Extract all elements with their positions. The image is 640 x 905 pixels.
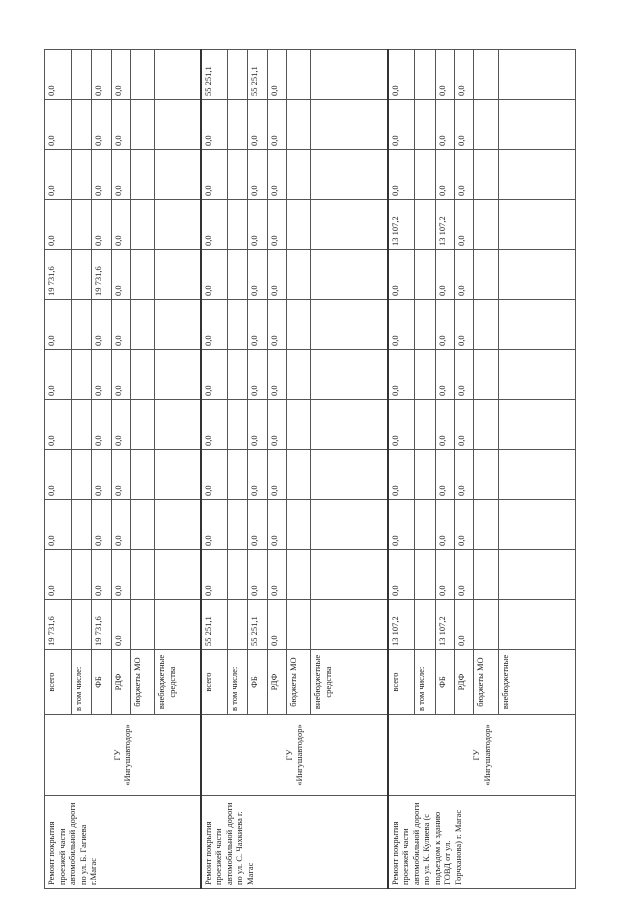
amount-cell: 0,0	[92, 350, 111, 400]
rotated-budget-table-wrapper	[44, 50, 576, 889]
amount-cell	[415, 600, 436, 650]
amount-cell	[474, 600, 498, 650]
amount-cell: 0,0	[45, 100, 72, 150]
funding-source-cell: всего	[388, 650, 415, 715]
funding-source-cell: всего	[201, 650, 228, 715]
amount-cell: 0,0	[435, 550, 454, 600]
amount-cell	[311, 450, 388, 500]
amount-cell: 0,0	[248, 450, 267, 500]
amount-cell: 0,0	[267, 550, 286, 600]
amount-cell: 0,0	[388, 350, 415, 400]
funding-source-cell: в том числе:	[415, 650, 436, 715]
amount-cell: 0,0	[267, 350, 286, 400]
amount-cell: 0,0	[267, 100, 286, 150]
amount-cell: 0,0	[201, 300, 228, 350]
amount-cell: 0,0	[45, 550, 72, 600]
amount-cell	[474, 500, 498, 550]
amount-cell: 0,0	[111, 600, 130, 650]
amount-cell: 0,0	[201, 150, 228, 200]
amount-cell: 0,0	[388, 550, 415, 600]
table-row	[201, 50, 228, 889]
amount-cell: 0,0	[435, 50, 454, 100]
amount-cell: 0,0	[111, 550, 130, 600]
amount-cell	[498, 400, 576, 450]
amount-cell: 0,0	[267, 300, 286, 350]
amount-cell	[474, 150, 498, 200]
amount-cell: 0,0	[454, 300, 473, 350]
amount-cell: 0,0	[111, 400, 130, 450]
amount-cell: 0,0	[248, 500, 267, 550]
amount-cell	[130, 250, 154, 300]
amount-cell: 0,0	[388, 150, 415, 200]
amount-cell	[474, 100, 498, 150]
amount-cell	[155, 50, 201, 100]
amount-cell	[415, 550, 436, 600]
amount-cell: 0,0	[267, 500, 286, 550]
amount-cell: 0,0	[435, 250, 454, 300]
amount-cell	[227, 150, 248, 200]
amount-cell: 0,0	[111, 500, 130, 550]
amount-cell	[227, 200, 248, 250]
amount-cell: 0,0	[267, 450, 286, 500]
amount-cell	[498, 150, 576, 200]
amount-cell: 0,0	[111, 150, 130, 200]
amount-cell	[286, 300, 310, 350]
amount-cell	[130, 550, 154, 600]
amount-cell	[130, 350, 154, 400]
amount-cell	[311, 250, 388, 300]
amount-cell: 0,0	[388, 250, 415, 300]
amount-cell	[130, 600, 154, 650]
budget-table-body	[45, 50, 576, 889]
amount-cell: 55 251,1	[201, 50, 228, 100]
amount-cell: 0,0	[454, 600, 473, 650]
amount-cell	[311, 500, 388, 550]
organization-cell: ГУ «Ингушавтодор»	[388, 715, 576, 796]
amount-cell	[155, 450, 201, 500]
funding-source-cell: РДФ	[111, 650, 130, 715]
amount-cell: 0,0	[435, 400, 454, 450]
amount-cell: 0,0	[267, 50, 286, 100]
amount-cell	[311, 350, 388, 400]
funding-source-cell: ФБ	[92, 650, 111, 715]
amount-cell: 0,0	[111, 100, 130, 150]
amount-cell	[155, 600, 201, 650]
amount-cell: 0,0	[267, 150, 286, 200]
amount-cell	[415, 500, 436, 550]
amount-cell	[311, 400, 388, 450]
amount-cell	[498, 250, 576, 300]
amount-cell: 0,0	[45, 350, 72, 400]
amount-cell	[130, 500, 154, 550]
amount-cell: 0,0	[111, 450, 130, 500]
amount-cell	[311, 200, 388, 250]
amount-cell	[155, 350, 201, 400]
amount-cell	[71, 350, 92, 400]
amount-cell: 0,0	[92, 50, 111, 100]
amount-cell	[286, 450, 310, 500]
amount-cell: 0,0	[435, 450, 454, 500]
amount-cell: 0,0	[201, 550, 228, 600]
amount-cell: 0,0	[92, 100, 111, 150]
amount-cell: 55 251,1	[201, 600, 228, 650]
amount-cell	[415, 350, 436, 400]
amount-cell: 19 731,6	[92, 250, 111, 300]
amount-cell: 0,0	[45, 400, 72, 450]
amount-cell	[474, 250, 498, 300]
amount-cell	[474, 550, 498, 600]
amount-cell	[415, 450, 436, 500]
amount-cell	[474, 400, 498, 450]
amount-cell: 0,0	[435, 100, 454, 150]
table-row	[388, 50, 415, 889]
amount-cell	[155, 150, 201, 200]
amount-cell: 0,0	[267, 200, 286, 250]
project-name-cell: Ремонт покрытия проезжей части автомобильной дороги по ул. К. Кулиева (с подъездом к зданию ГОВД от ул. Горчханова) г. Магас	[388, 796, 576, 889]
amount-cell: 0,0	[92, 550, 111, 600]
amount-cell: 0,0	[454, 50, 473, 100]
amount-cell: 0,0	[248, 250, 267, 300]
amount-cell	[498, 200, 576, 250]
amount-cell	[227, 350, 248, 400]
amount-cell: 0,0	[248, 150, 267, 200]
amount-cell: 0,0	[92, 400, 111, 450]
amount-cell: 0,0	[201, 250, 228, 300]
amount-cell: 0,0	[111, 50, 130, 100]
amount-cell: 0,0	[45, 150, 72, 200]
amount-cell: 0,0	[454, 450, 473, 500]
amount-cell	[227, 100, 248, 150]
amount-cell	[130, 450, 154, 500]
amount-cell: 0,0	[454, 400, 473, 450]
amount-cell: 19 731,6	[92, 600, 111, 650]
amount-cell: 0,0	[45, 200, 72, 250]
amount-cell	[227, 450, 248, 500]
amount-cell	[311, 300, 388, 350]
organization-cell: ГУ «Ингушавтодор»	[201, 715, 388, 796]
amount-cell	[71, 300, 92, 350]
amount-cell	[474, 50, 498, 100]
amount-cell	[474, 350, 498, 400]
amount-cell	[311, 550, 388, 600]
funding-source-cell: внебюджетные	[498, 650, 576, 715]
amount-cell	[498, 550, 576, 600]
amount-cell: 0,0	[388, 50, 415, 100]
amount-cell: 0,0	[201, 400, 228, 450]
amount-cell: 0,0	[45, 300, 72, 350]
amount-cell	[286, 400, 310, 450]
amount-cell	[155, 300, 201, 350]
amount-cell: 0,0	[267, 600, 286, 650]
amount-cell	[71, 200, 92, 250]
amount-cell: 0,0	[45, 450, 72, 500]
amount-cell: 0,0	[248, 300, 267, 350]
amount-cell: 0,0	[201, 200, 228, 250]
amount-cell	[415, 50, 436, 100]
amount-cell	[286, 350, 310, 400]
funding-source-cell: в том числе:	[227, 650, 248, 715]
funding-source-cell: бюджеты МО	[130, 650, 154, 715]
amount-cell	[130, 400, 154, 450]
amount-cell: 0,0	[454, 150, 473, 200]
amount-cell: 0,0	[388, 450, 415, 500]
funding-source-cell: в том числе:	[71, 650, 92, 715]
amount-cell	[227, 250, 248, 300]
amount-cell: 0,0	[248, 400, 267, 450]
amount-cell	[130, 150, 154, 200]
amount-cell	[130, 100, 154, 150]
amount-cell	[286, 100, 310, 150]
amount-cell	[71, 450, 92, 500]
amount-cell	[415, 150, 436, 200]
funding-source-cell: бюджеты МО	[474, 650, 498, 715]
amount-cell	[415, 100, 436, 150]
amount-cell: 0,0	[388, 500, 415, 550]
project-name-cell: Ремонт покрытия проезжей части автомобильной дороги по ул. Б. Гагиева г.Магас	[45, 796, 201, 889]
amount-cell	[286, 600, 310, 650]
amount-cell	[286, 500, 310, 550]
amount-cell: 0,0	[454, 350, 473, 400]
amount-cell: 55 251,1	[248, 50, 267, 100]
amount-cell	[311, 600, 388, 650]
amount-cell: 19 731,6	[45, 600, 72, 650]
funding-source-cell: ФБ	[435, 650, 454, 715]
funding-source-cell: внебюджетные средства	[311, 650, 388, 715]
amount-cell	[311, 50, 388, 100]
amount-cell	[498, 500, 576, 550]
amount-cell	[286, 150, 310, 200]
amount-cell	[71, 550, 92, 600]
amount-cell: 0,0	[454, 550, 473, 600]
funding-source-cell: РДФ	[454, 650, 473, 715]
amount-cell	[474, 300, 498, 350]
amount-cell: 0,0	[267, 250, 286, 300]
amount-cell	[311, 100, 388, 150]
amount-cell: 0,0	[45, 50, 72, 100]
funding-source-cell: внебюджетные средства	[155, 650, 201, 715]
funding-source-cell: ФБ	[248, 650, 267, 715]
amount-cell	[227, 400, 248, 450]
amount-cell	[286, 200, 310, 250]
amount-cell	[498, 450, 576, 500]
amount-cell: 55 251,1	[248, 600, 267, 650]
amount-cell	[155, 400, 201, 450]
organization-cell: ГУ «Ингушавтодор»	[45, 715, 201, 796]
amount-cell	[227, 600, 248, 650]
amount-cell: 0,0	[267, 400, 286, 450]
amount-cell: 0,0	[111, 300, 130, 350]
amount-cell	[71, 600, 92, 650]
amount-cell	[71, 150, 92, 200]
funding-source-cell: бюджеты МО	[286, 650, 310, 715]
amount-cell	[227, 500, 248, 550]
amount-cell: 0,0	[201, 100, 228, 150]
amount-cell: 0,0	[388, 100, 415, 150]
amount-cell	[498, 350, 576, 400]
amount-cell: 0,0	[248, 350, 267, 400]
amount-cell: 0,0	[201, 450, 228, 500]
amount-cell: 0,0	[435, 300, 454, 350]
amount-cell: 0,0	[435, 500, 454, 550]
amount-cell	[498, 300, 576, 350]
amount-cell	[71, 100, 92, 150]
amount-cell: 0,0	[388, 300, 415, 350]
amount-cell	[71, 50, 92, 100]
amount-cell	[227, 50, 248, 100]
amount-cell: 0,0	[454, 500, 473, 550]
amount-cell: 0,0	[92, 450, 111, 500]
amount-cell	[71, 500, 92, 550]
amount-cell	[415, 300, 436, 350]
amount-cell: 0,0	[454, 250, 473, 300]
project-name-cell: Ремонт покрытия проезжей части автомобильной дороги по ул. С. Чахкиева г. Магас	[201, 796, 388, 889]
amount-cell	[155, 500, 201, 550]
amount-cell	[227, 300, 248, 350]
amount-cell: 0,0	[92, 500, 111, 550]
amount-cell: 0,0	[201, 350, 228, 400]
amount-cell: 0,0	[248, 550, 267, 600]
amount-cell: 19 731,6	[45, 250, 72, 300]
amount-cell: 13 107,2	[435, 600, 454, 650]
amount-cell	[286, 50, 310, 100]
amount-cell: 0,0	[248, 200, 267, 250]
amount-cell	[474, 450, 498, 500]
amount-cell	[415, 400, 436, 450]
amount-cell: 0,0	[454, 100, 473, 150]
amount-cell: 0,0	[435, 150, 454, 200]
amount-cell: 0,0	[248, 100, 267, 150]
amount-cell: 0,0	[45, 500, 72, 550]
amount-cell	[498, 50, 576, 100]
amount-cell	[71, 400, 92, 450]
amount-cell: 0,0	[92, 300, 111, 350]
amount-cell	[130, 300, 154, 350]
amount-cell: 0,0	[201, 500, 228, 550]
amount-cell: 0,0	[111, 250, 130, 300]
amount-cell	[130, 50, 154, 100]
amount-cell	[155, 250, 201, 300]
amount-cell	[415, 250, 436, 300]
amount-cell	[498, 100, 576, 150]
amount-cell: 13 107,2	[435, 200, 454, 250]
amount-cell	[474, 200, 498, 250]
amount-cell	[155, 100, 201, 150]
amount-cell	[286, 250, 310, 300]
amount-cell: 0,0	[111, 350, 130, 400]
amount-cell	[498, 600, 576, 650]
amount-cell: 0,0	[388, 400, 415, 450]
amount-cell	[311, 150, 388, 200]
table-row	[45, 50, 72, 889]
amount-cell	[130, 200, 154, 250]
amount-cell: 0,0	[454, 200, 473, 250]
amount-cell	[155, 200, 201, 250]
amount-cell: 0,0	[111, 200, 130, 250]
amount-cell: 13 107,2	[388, 200, 415, 250]
amount-cell: 13 107,2	[388, 600, 415, 650]
amount-cell	[155, 550, 201, 600]
amount-cell	[227, 550, 248, 600]
amount-cell	[286, 550, 310, 600]
amount-cell: 0,0	[92, 200, 111, 250]
amount-cell: 0,0	[92, 150, 111, 200]
budget-table	[44, 49, 576, 889]
amount-cell	[71, 250, 92, 300]
funding-source-cell: всего	[45, 650, 72, 715]
amount-cell	[415, 200, 436, 250]
amount-cell: 0,0	[435, 350, 454, 400]
funding-source-cell: РДФ	[267, 650, 286, 715]
